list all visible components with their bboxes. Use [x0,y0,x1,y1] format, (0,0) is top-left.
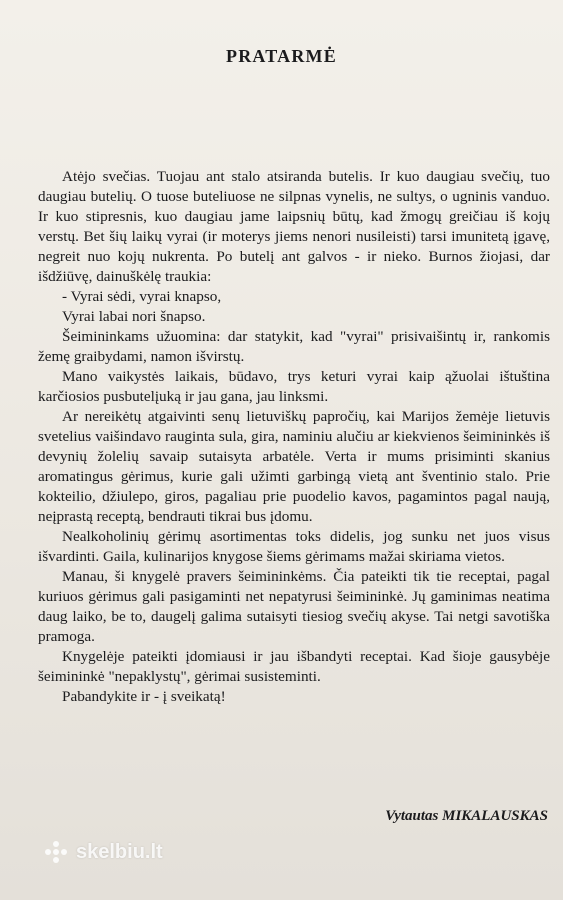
paragraph-assortment: Nealkoholinių gėrimų asortimentas toks didelis, jog sunku net juos visus išvardinti. Gaila, kulinarijos knygose šiems gėrimams mažai skiriama vietos. [38,528,550,565]
watermark-text: skelbiu.lt [76,840,163,863]
paragraph-intro: Atėjo svečias. Tuojau ant stalo atsiranda butelis. Ir kuo daugiau svečių, tuo daugiau butelių. O tuose buteliuose ne silpnas vynelis, ne sultys, o ugninis vanduo. Ir kuo stipresnis, kuo daugiau jame laipsnių būtų, kad žmogų greičiau iš kojų verstų. Bet šių laikų vyrai (ir moterys jiems nenori nusileisti) tarsi imunitetą įgavę, negreit nuo kojų nukrenta. Po butelį ant galvos - ir nieko. Burnos žiojasi, dar išdžiūvę, dainuškėlę traukia: [38,168,550,285]
preface-body [38,167,550,707]
page-title: PRATARMĖ [226,46,337,66]
song-line-1: - Vyrai sėdi, vyrai knapso, [62,288,222,305]
paragraph-traditions: Ar nereikėtų atgaivinti senų lietuviškų papročių, kai Marijos žemėje lietuvis svetelius vaišindavo rauginta sula, gira, naminiu alučiu ar kiekvienos šeimininkės iš devynių žolelių savaip sutaisyta arbatėle. Verta ir mums prisiminti skanius aromatingus gėrimus, kurie gali užimti garbingą vietą ant šventinio stalo. Prie kokteilio, džiulepo, giros, pagaliau prie puodelio kavos, pagamintos pagal naują, neįprastą receptą, bendrauti tikrai bus įdomu. [38,408,550,525]
paragraph-childhood: Mano vaikystės laikais, būdavo, trys keturi vyrai kaip ąžuolai ištuština karčiosios pusbutelįuką ir jau gana, jau linksmi. [38,368,550,405]
site-watermark [42,838,163,866]
author-signature: Vytautas MIKALAUSKAS [385,808,548,824]
paragraph-recipes: Knygelėje pateikti įdomiausi ir jau išbandyti receptai. Kad šioje gausybėje šeimininkė "nepaklystų", gėrimai susisteminti. [38,648,550,685]
paragraph-purpose: Manau, ši knygelė pravers šeimininkėms. Čia pateikti tik tie receptai, pagal kuriuos gėrimus gali pasigaminti net nepatyrusi šeimininkė. Jų gaminimas neatima daug laiko, be to, daugelį galima sutaisyti tiesiog svečių akyse. Tai netgi savotiška pramoga. [38,568,550,645]
paragraph-hint: Šeimininkams užuomina: dar statykit, kad "vyrai" prisivaišintų ir, rankomis žemę graibydami, namon išvirstų. [38,328,550,365]
watermark-logo-icon [42,838,70,866]
paragraph-closing: Pabandykite ir - į sveikatą! [62,688,226,705]
song-line-2: Vyrai labai nori šnapso. [62,308,206,325]
